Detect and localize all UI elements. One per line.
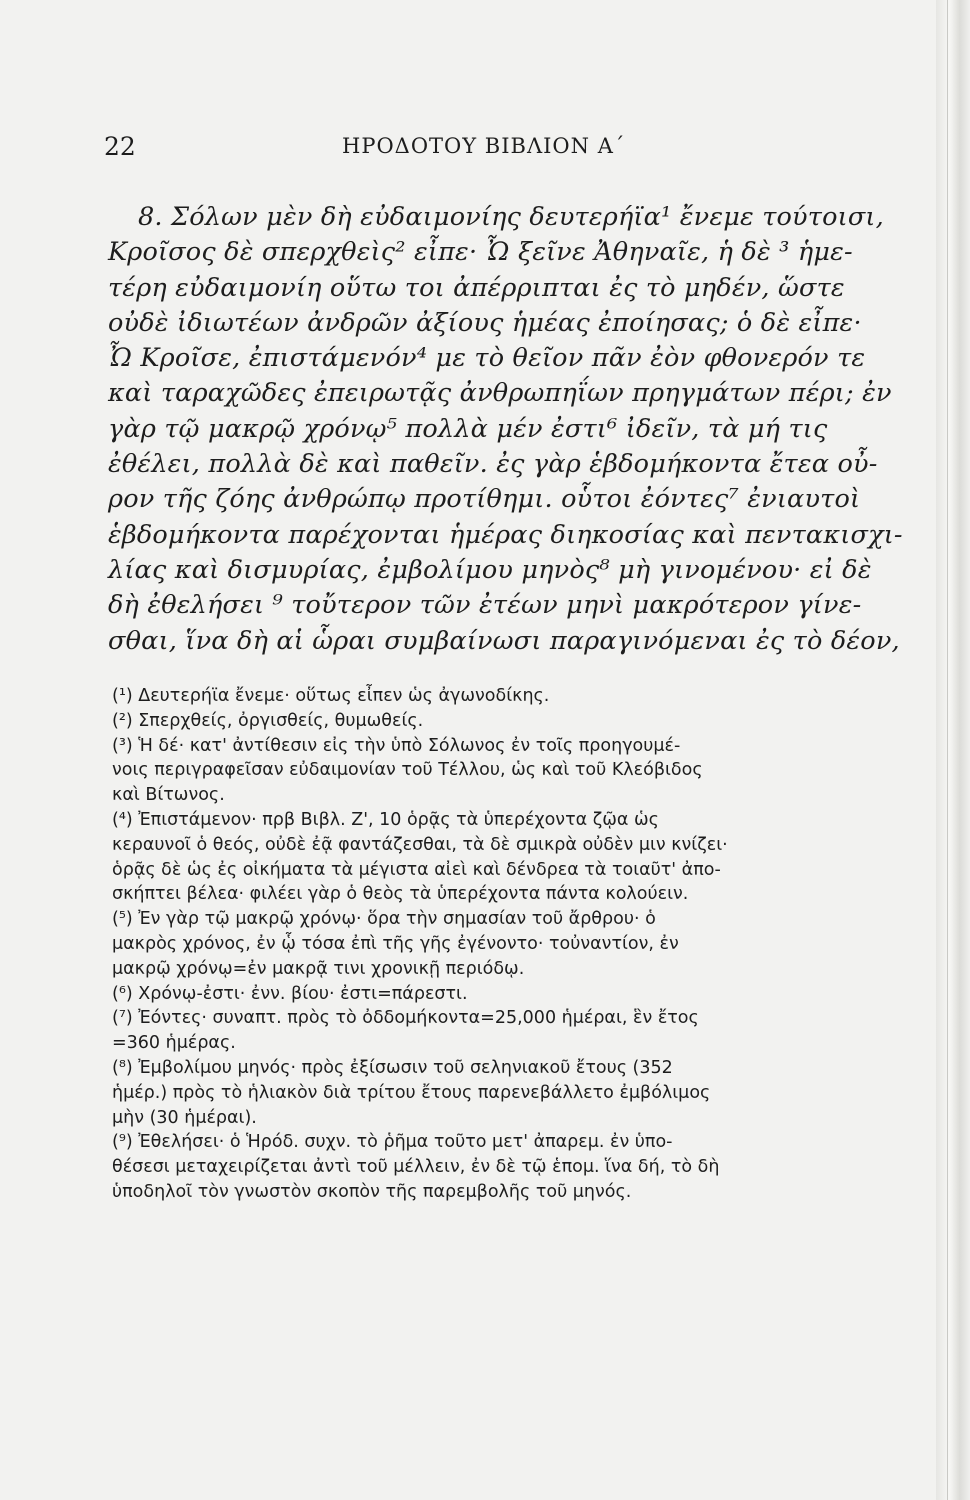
footnote-line: σκήπτει βέλεα· φιλέει γὰρ ὁ θεὸς τὰ ὑπερέχοντα πάντα κολούειν. <box>112 884 689 905</box>
main-text-line: λίας καὶ δισμυρίας, ἐμβολίμου μηνὸς⁸ μὴ γινομένου· εἰ δὲ <box>108 554 872 585</box>
main-text-line: Ὦ Κροῖσε, ἐπιστάμενόν⁴ με τὸ θεῖον πᾶν ἐὸν φθονερόν τε <box>108 343 866 374</box>
header-title: ΗΡΟΔΟΤΟΥ ΒΙΒΛΙΟΝ Α΄ <box>342 134 626 158</box>
running-head <box>104 132 804 166</box>
main-text-line: ἑβδομήκοντα παρέχονται ἡμέρας διηκοσίας καὶ πεντακισχι- <box>108 519 903 550</box>
main-text-line: καὶ ταραχῶδες ἐπειρωτᾷς ἀνθρωπηΐων πρηγμάτων πέρι; ἐν <box>108 378 892 409</box>
main-text-line: σθαι, ἵνα δὴ αἱ ὧραι συμβαίνωσι παραγινόμεναι ἐς τὸ δέον, <box>108 625 900 656</box>
footnote-line: (⁹) Ἐθελήσει· ὁ Ἡρόδ. συχν. τὸ ῥῆμα τοῦτο μετ' ἀπαρεμ. ἐν ὑπο- <box>112 1132 673 1153</box>
footnote-line: νοις περιγραφεῖσαν εὐδαιμονίαν τοῦ Τέλλου, ὡς καὶ τοῦ Κλεόβιδος <box>112 760 703 781</box>
footnote-line: (⁵) Ἐν γὰρ τῷ μακρῷ χρόνῳ· ὅρα τὴν σημασίαν τοῦ ἄρθρου· ὁ <box>112 909 656 930</box>
main-text-line: τέρη εὐδαιμονίη οὕτω τοι ἀπέρριπται ἐς τὸ μηδέν, ὥστε <box>108 272 845 303</box>
page-edge <box>936 0 970 1500</box>
footnote-line: μακρῷ χρόνῳ=ἐν μακρᾷ τινι χρονικῇ περιόδῳ. <box>112 958 525 979</box>
footnote-line: (²) Σπερχθείς, ὀργισθείς, θυμωθείς. <box>112 710 424 731</box>
footnote-line: ὁρᾷς δὲ ὡς ἐς οἰκήματα τὰ μέγιστα αἰεὶ καὶ δένδρεα τὰ τοιαῦτ' ἀπο- <box>112 859 721 880</box>
footnote-line: καὶ Βίτωνος. <box>112 785 225 806</box>
main-text-line: οὐδὲ ἰδιωτέων ἀνδρῶν ἀξίους ἡμέας ἐποίησας; ὁ δὲ εἶπε· <box>108 307 862 338</box>
footnote-line: (⁸) Ἐμβολίμου μηνός· πρὸς ἐξίσωσιν τοῦ σεληνιακοῦ ἔτους (352 <box>112 1057 673 1078</box>
main-text-line: δὴ ἐθελήσει ⁹ τοὔτερον τῶν ἐτέων μηνὶ μακρότερον γίνε- <box>108 590 862 621</box>
page-number: 22 <box>104 132 136 161</box>
footnote-line: (⁶) Χρόνῳ-ἐστι· ἐνν. βίου· ἐστι=πάρεστι. <box>112 983 468 1004</box>
footnote-line: μακρὸς χρόνος, ἐν ᾧ τόσα ἐπὶ τῆς γῆς ἐγένοντο· τοὐναντίον, ἐν <box>112 933 679 954</box>
footnote-line: (¹) Δευτερήϊα ἔνεμε· οὕτως εἶπεν ὡς ἀγωνοδίκης. <box>112 686 550 706</box>
footnote-line: =360 ἡμέρας. <box>112 1033 236 1054</box>
footnote-line: (³) Ἡ δέ· κατ' ἀντίθεσιν εἰς τὴν ὑπὸ Σόλωνος ἐν τοῖς προηγουμέ- <box>112 735 681 756</box>
footnote-line: θέσεσι μεταχειρίζεται ἀντὶ τοῦ μέλλειν, ἐν δὲ τῷ ἑπομ. ἵνα δή, τὸ δὴ <box>112 1157 720 1178</box>
footnotes <box>112 684 902 1205</box>
main-text-line: 8. Σόλων μὲν δὴ εὐδαιμονίης δευτερήϊα¹ ἔνεμε τούτοισι, <box>138 202 884 232</box>
footnote-line: (⁴) Ἐπιστάμενον· πρβ Βιβλ. Ζ', 10 ὁρᾷς τὰ ὑπερέχοντα ζῷα ὡς <box>112 809 659 830</box>
main-text-line: ρον τῆς ζόης ἀνθρώπῳ προτίθημι. οὗτοι ἐόντες⁷ ἐνιαυτοὶ <box>108 484 861 515</box>
main-text-line: Κροῖσος δὲ σπερχθεὶς² εἶπε· Ὦ ξεῖνε Ἀθηναῖε, ἡ δὲ ³ ἡμε- <box>108 237 853 268</box>
main-text-line: ἐθέλει, πολλὰ δὲ καὶ παθεῖν. ἐς γὰρ ἑβδομήκοντα ἔτεα οὖ- <box>108 449 878 480</box>
footnote-line: ὑποδηλοῖ τὸν γνωστὸν σκοπὸν τῆς παρεμβολῆς τοῦ μηνός. <box>112 1181 632 1202</box>
main-text <box>108 200 908 659</box>
footnote-line: ἡμέρ.) πρὸς τὸ ἡλιακὸν διὰ τρίτου ἔτους παρενεβάλλετο ἐμβόλιμος <box>112 1082 711 1103</box>
footnote-line: (⁷) Ἐόντες· συναπτ. πρὸς τὸ ὀδδομήκοντα=25,000 ἡμέραι, ἓν ἔτος <box>112 1008 699 1029</box>
page-edge-line <box>947 0 948 1500</box>
main-text-line: γὰρ τῷ μακρῷ χρόνῳ⁵ πολλὰ μέν ἐστι⁶ ἰδεῖν, τὰ μή τις <box>108 413 828 444</box>
footnote-line: μὴν (30 ἡμέραι). <box>112 1107 257 1128</box>
footnote-line: κεραυνοῖ ὁ θεός, οὐδὲ ἐᾷ φαντάζεσθαι, τὰ δὲ σμικρὰ οὐδὲν μιν κνίζει· <box>112 834 728 855</box>
